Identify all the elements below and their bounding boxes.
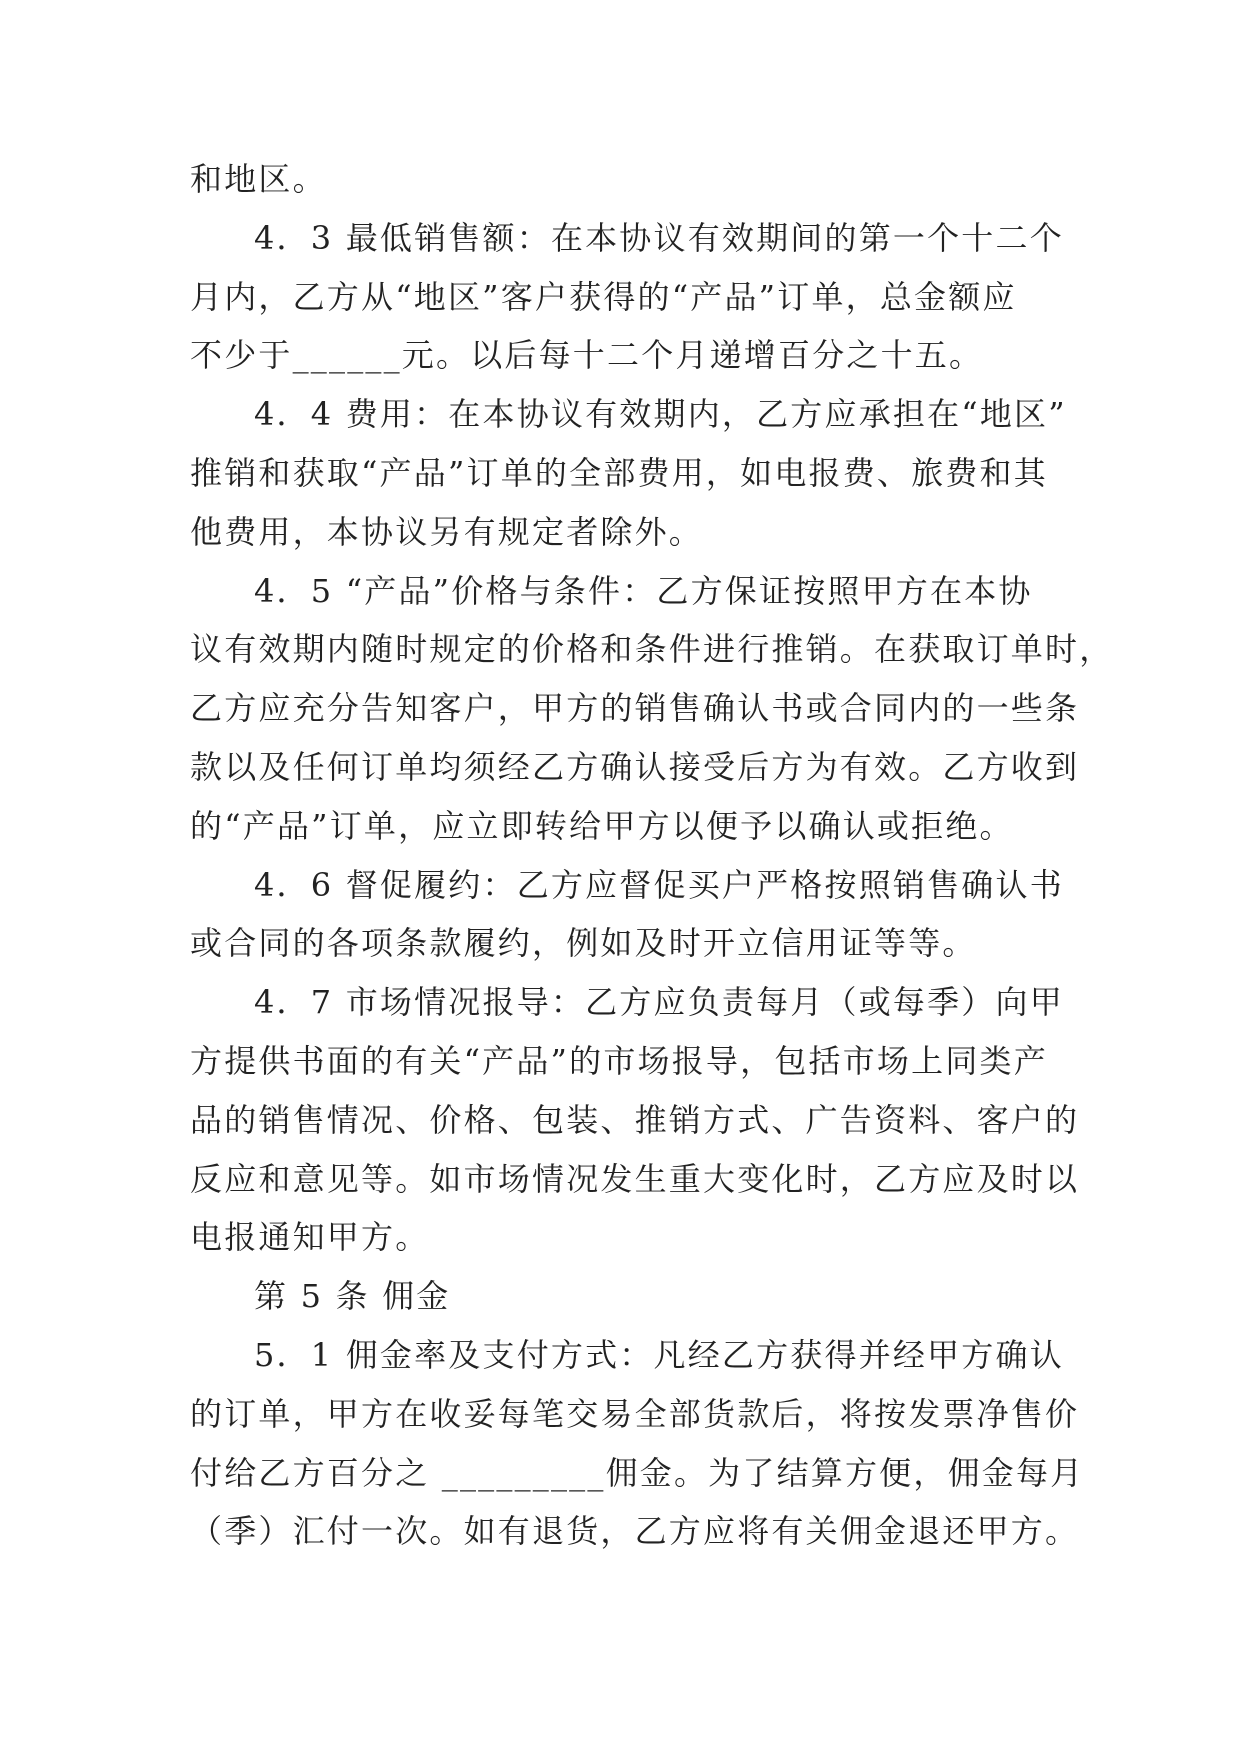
text-line: 品的销售情况、价格、包装、推销方式、广告资料、客户的 — [190, 1100, 1080, 1139]
clause-4-6-heading-line: 4．6 督促履约：乙方应督促买户严格按照销售确认书 — [254, 865, 1064, 904]
clause-4-4-heading-line: 4．4 费用：在本协议有效期内，乙方应承担在“地区” — [254, 395, 1067, 434]
clause-4-5-heading-line: 4．5 “产品”价格与条件：乙方保证按照甲方在本协 — [254, 571, 1033, 610]
text-line: 或合同的各项条款履约，例如及时开立信用证等等。 — [190, 924, 977, 963]
text-line: 电报通知甲方。 — [190, 1218, 430, 1257]
text-line: 反应和意见等。如市场情况发生重大变化时，乙方应及时以 — [190, 1159, 1080, 1198]
text-line: 和地区。 — [190, 160, 327, 198]
text-line: 乙方应充分告知客户，甲方的销售确认书或合同内的一些条 — [190, 689, 1080, 728]
text-line: （季）汇付一次。如有退货，乙方应将有关佣金退还甲方。 — [190, 1512, 1080, 1551]
clause-4-7-heading-line: 4．7 市场情况报导：乙方应负责每月（或每季）向甲 — [254, 983, 1064, 1022]
text-line: 方提供书面的有关“产品”的市场报导，包括市场上同类产 — [190, 1041, 1048, 1080]
clause-5-1-heading-line: 5．1 佣金率及支付方式：凡经乙方获得并经甲方确认 — [254, 1335, 1064, 1374]
document-body — [190, 150, 1114, 1561]
text-line: 月内，乙方从“地区”客户获得的“产品”订单，总金额应 — [190, 277, 1017, 316]
text-line: 他费用，本协议另有规定者除外。 — [190, 512, 704, 551]
text-line: 的“产品”订单，应立即转给甲方以便予以确认或拒绝。 — [190, 806, 1014, 845]
text-line: 款以及任何订单均须经乙方确认接受后方为有效。乙方收到 — [190, 747, 1080, 786]
clause-4-3-heading-line: 4．3 最低销售额：在本协议有效期间的第一个十二个 — [254, 218, 1064, 257]
text-line: 付给乙方百分之 _________佣金。为了结算方便，佣金每月 — [190, 1453, 1085, 1492]
text-line: 推销和获取“产品”订单的全部费用，如电报费、旅费和其 — [190, 453, 1048, 492]
text-line: 议有效期内随时规定的价格和条件进行推销。在获取订单时， — [190, 630, 1114, 669]
text-line: 的订单，甲方在收妥每笔交易全部货款后，将按发票净售价 — [190, 1394, 1080, 1433]
article-5-heading: 第 5 条 佣金 — [254, 1277, 451, 1316]
text-line: 不少于______元。以后每十二个月递增百分之十五。 — [190, 336, 984, 375]
